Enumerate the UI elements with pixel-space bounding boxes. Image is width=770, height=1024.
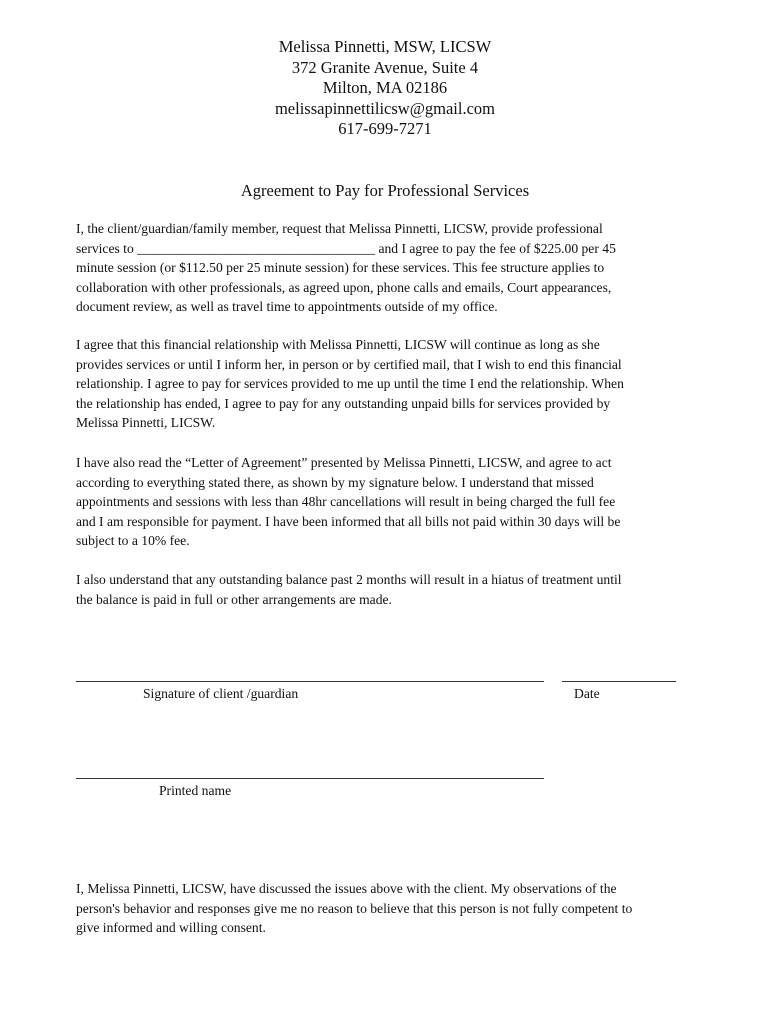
text-line: I, the client/guardian/family member, request that Melissa Pinnetti, LICSW, provide professional — [76, 221, 603, 236]
text-line: the balance is paid in full or other arrangements are made. — [76, 591, 392, 607]
text-line: subject to a 10% fee. — [76, 533, 190, 549]
printed-name-line[interactable] — [76, 778, 544, 779]
paragraph-letter-of-agreement — [76, 453, 701, 551]
paragraph-outstanding-balance — [76, 570, 701, 609]
paragraph-fee-agreement — [76, 219, 701, 317]
text-line: the relationship has ended, I agree to pay for any outstanding unpaid bills for services provided by — [76, 395, 611, 411]
text-line: document review, as well as travel time to appointments outside of my office. — [76, 299, 498, 315]
date-line[interactable] — [562, 681, 676, 682]
paragraph-financial-relationship — [76, 335, 701, 433]
text-line: I have also read the “Letter of Agreement” presented by Melissa Pinnetti, LICSW, and agree to act — [76, 455, 612, 470]
phone-number: 617-699-7271 — [338, 119, 432, 138]
text-line: appointments and sessions with less than 48hr cancellations will result in being charged the full fee — [76, 494, 616, 510]
text-line: provides services or until I inform her, in person or by certified mail, that I wish to end this financial — [76, 356, 622, 372]
text-line: person's behavior and responses give me no reason to believe that this person is not fully competent to — [76, 900, 633, 916]
text-line: relationship. I agree to pay for services provided to me up until the time I end the relationship. When — [76, 376, 624, 392]
text-line: and I am responsible for payment. I have been informed that all bills not paid within 30 days will be — [76, 513, 621, 529]
paragraph-clinician-statement — [76, 879, 701, 938]
text-line: I, Melissa Pinnetti, LICSW, have discussed the issues above with the client. My observations of the — [76, 881, 617, 896]
text-line: collaboration with other professionals, as agreed upon, phone calls and emails, Court appearances, — [76, 279, 612, 295]
email-address: melissapinnettilicsw@gmail.com — [274, 98, 496, 118]
text-line: I also understand that any outstanding balance past 2 months will result in a hiatus of treatment until — [76, 572, 622, 587]
text-line: I agree that this financial relationship with Melissa Pinnetti, LICSW will continue as long as she — [76, 337, 600, 352]
text-line: according to everything stated there, as shown by my signature below. I understand that missed — [76, 474, 594, 490]
text-line: give informed and willing consent. — [76, 920, 266, 936]
document-title: Agreement to Pay for Professional Services — [240, 181, 530, 200]
city-address: Milton, MA 02186 — [322, 78, 448, 97]
text-line: minute session (or $112.50 per 25 minute session) for these services. This fee structure applies to — [76, 260, 605, 276]
letterhead — [0, 37, 770, 140]
text-line: Melissa Pinnetti, LICSW. — [76, 415, 216, 431]
text-line: services to ___________________________________ and I agree to pay the fee of $225.00 per 45 — [76, 240, 616, 256]
street-address: 372 Granite Avenue, Suite 4 — [291, 57, 479, 77]
client-signature-line[interactable] — [76, 681, 544, 682]
date-label: Date — [574, 686, 600, 701]
client-signature-label: Signature of client /guardian — [143, 686, 299, 701]
printed-name-label: Printed name — [159, 783, 232, 798]
provider-name: Melissa Pinnetti, MSW, LICSW — [278, 37, 492, 56]
